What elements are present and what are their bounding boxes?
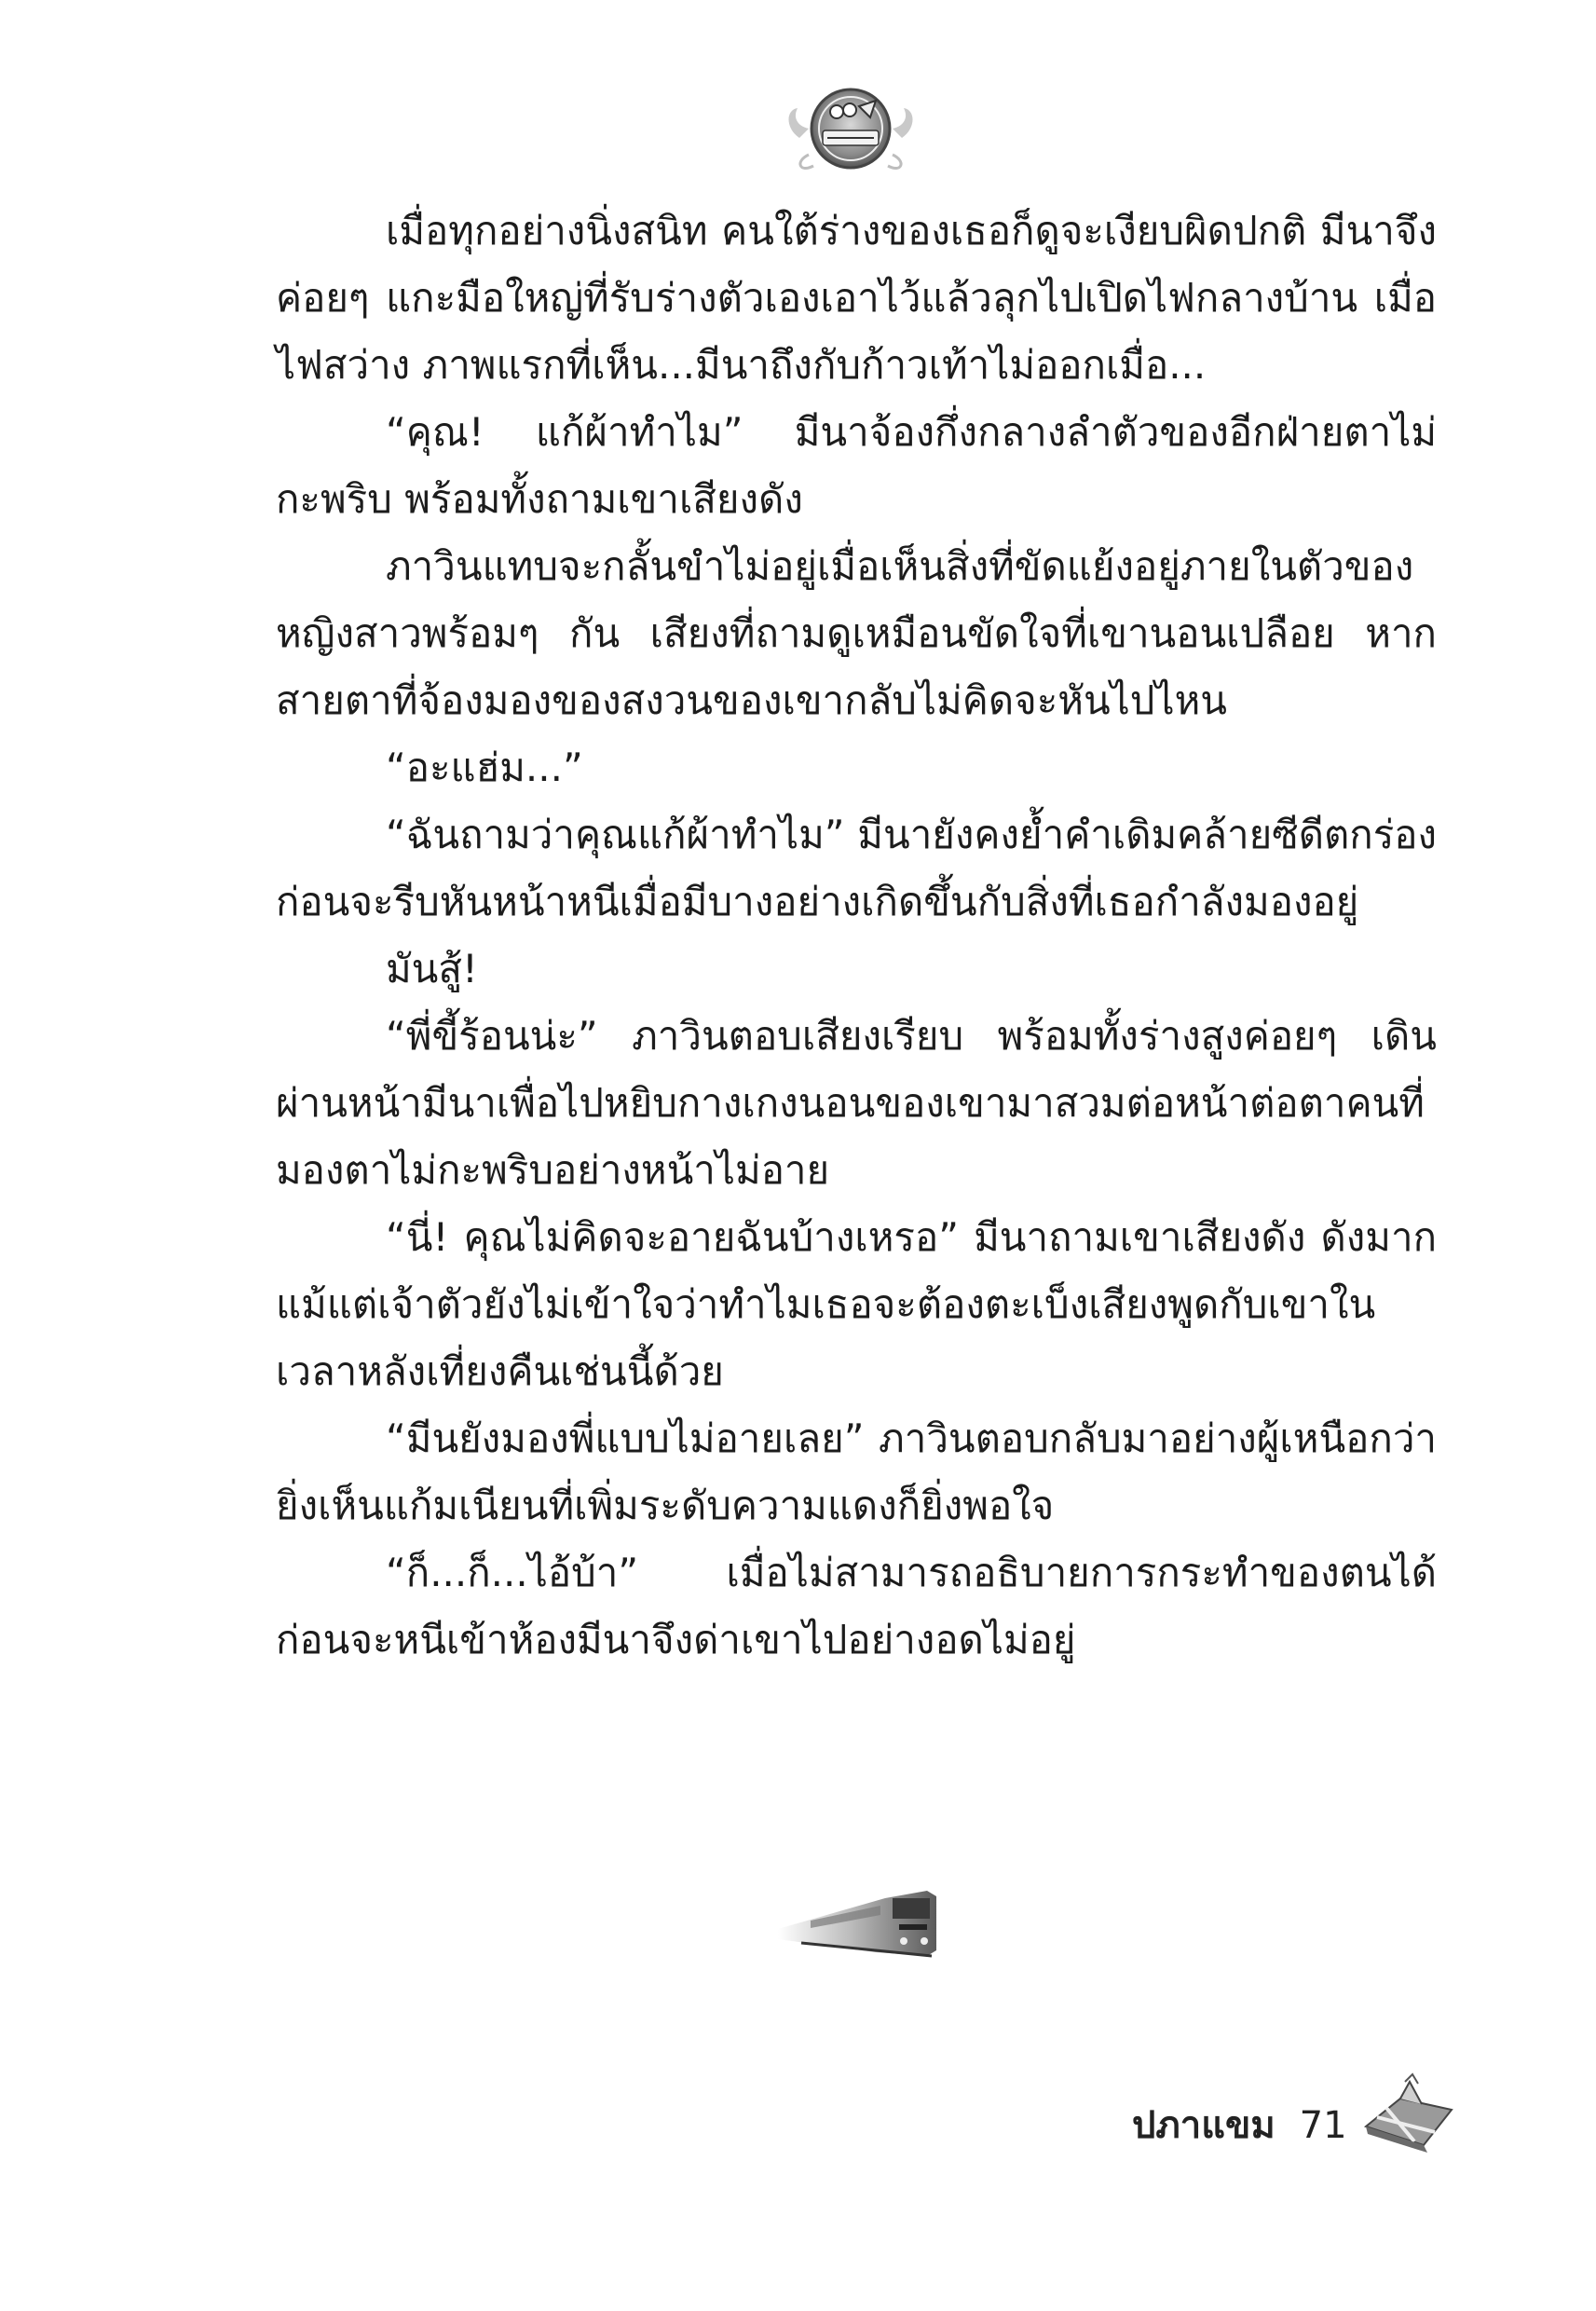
paragraph: “พี่ขี้ร้อนน่ะ” ภาวินตอบเสียงเรียบ พร้อมทั้งร่างสูงค่อยๆ เดินผ่านหน้ามีนาเพื่อไปหยิบกางเกงนอนของเขามาสวมต่อหน้าต่อตาคนที่มองตาไม่กะพริบอย่างหน้าไม่อาย xyxy=(276,1013,1437,1193)
wrapped-package-icon xyxy=(1358,2071,1461,2159)
paragraph: “มีนยังมองพี่แบบไม่อายเลย” ภาวินตอบกลับมาอย่างผู้เหนือกว่า ยิ่งเห็นแก้มเนียนที่เพิ่มระดับความแดงก็ยิ่งพอใจ xyxy=(276,1415,1437,1528)
story-text xyxy=(276,198,1437,1674)
paragraph: เมื่อทุกอย่างนิ่งสนิท คนใต้ร่างของเธอก็ดูจะเงียบผิดปกติ มีนาจึงค่อยๆ แกะมือใหญ่ที่รับร่างตัวเองเอาไว้แล้วลุกไปเปิดไฟกลางบ้าน เมื่อไฟสว่าง ภาพแรกที่เห็น...มีนาถึงกับก้าวเท้าไม่ออกเมื่อ... xyxy=(276,208,1437,388)
page-number: 71 xyxy=(1299,2104,1347,2147)
paragraph: “คุณ! แก้ผ้าทำไม” มีนาจ้องกึ่งกลางลำตัวของอีกฝ่ายตาไม่กะพริบ พร้อมทั้งถามเขาเสียงดัง xyxy=(276,409,1437,522)
paragraph: “ก็...ก็...ไอ้บ้า” เมื่อไม่สามารถอธิบายการกระทำของตนได้ ก่อนจะหนีเข้าห้องมีนาจึงด่าเขาไปอย่างอดไม่อยู่ xyxy=(276,1550,1437,1662)
book-emblem-icon xyxy=(781,73,921,185)
train-icon xyxy=(773,1878,941,1966)
paragraph: “อะแฮ่ม...” xyxy=(386,745,583,790)
page-footer xyxy=(1132,2095,1346,2151)
paragraph: “ฉันถามว่าคุณแก้ผ้าทำไม” มีนายังคงย้ำคำเดิมคล้ายซีดีตกร่อง ก่อนจะรีบหันหน้าหนีเมื่อมีบางอย่างเกิดขึ้นกับสิ่งที่เธอกำลังมองอยู่ xyxy=(276,812,1437,924)
book-title: ปภาแขม xyxy=(1132,2104,1275,2147)
paragraph: ภาวินแทบจะกลั้นขำไม่อยู่เมื่อเห็นสิ่งที่ขัดแย้งอยู่ภายในตัวของหญิงสาวพร้อมๆ กัน เสียงที่ถามดูเหมือนขัดใจที่เขานอนเปลือย หากสายตาที่จ้องมองของสงวนของเขากลับไม่คิดจะหันไปไหน xyxy=(276,543,1437,723)
paragraph: มันสู้! xyxy=(386,946,478,991)
paragraph: “นี่! คุณไม่คิดจะอายฉันบ้างเหรอ” มีนาถามเขาเสียงดัง ดังมากแม้แต่เจ้าตัวยังไม่เข้าใจว่าทำไมเธอจะต้องตะเบ็งเสียงพูดกับเขาในเวลาหลังเที่ยงคืนเช่นนี้ด้วย xyxy=(276,1214,1437,1394)
